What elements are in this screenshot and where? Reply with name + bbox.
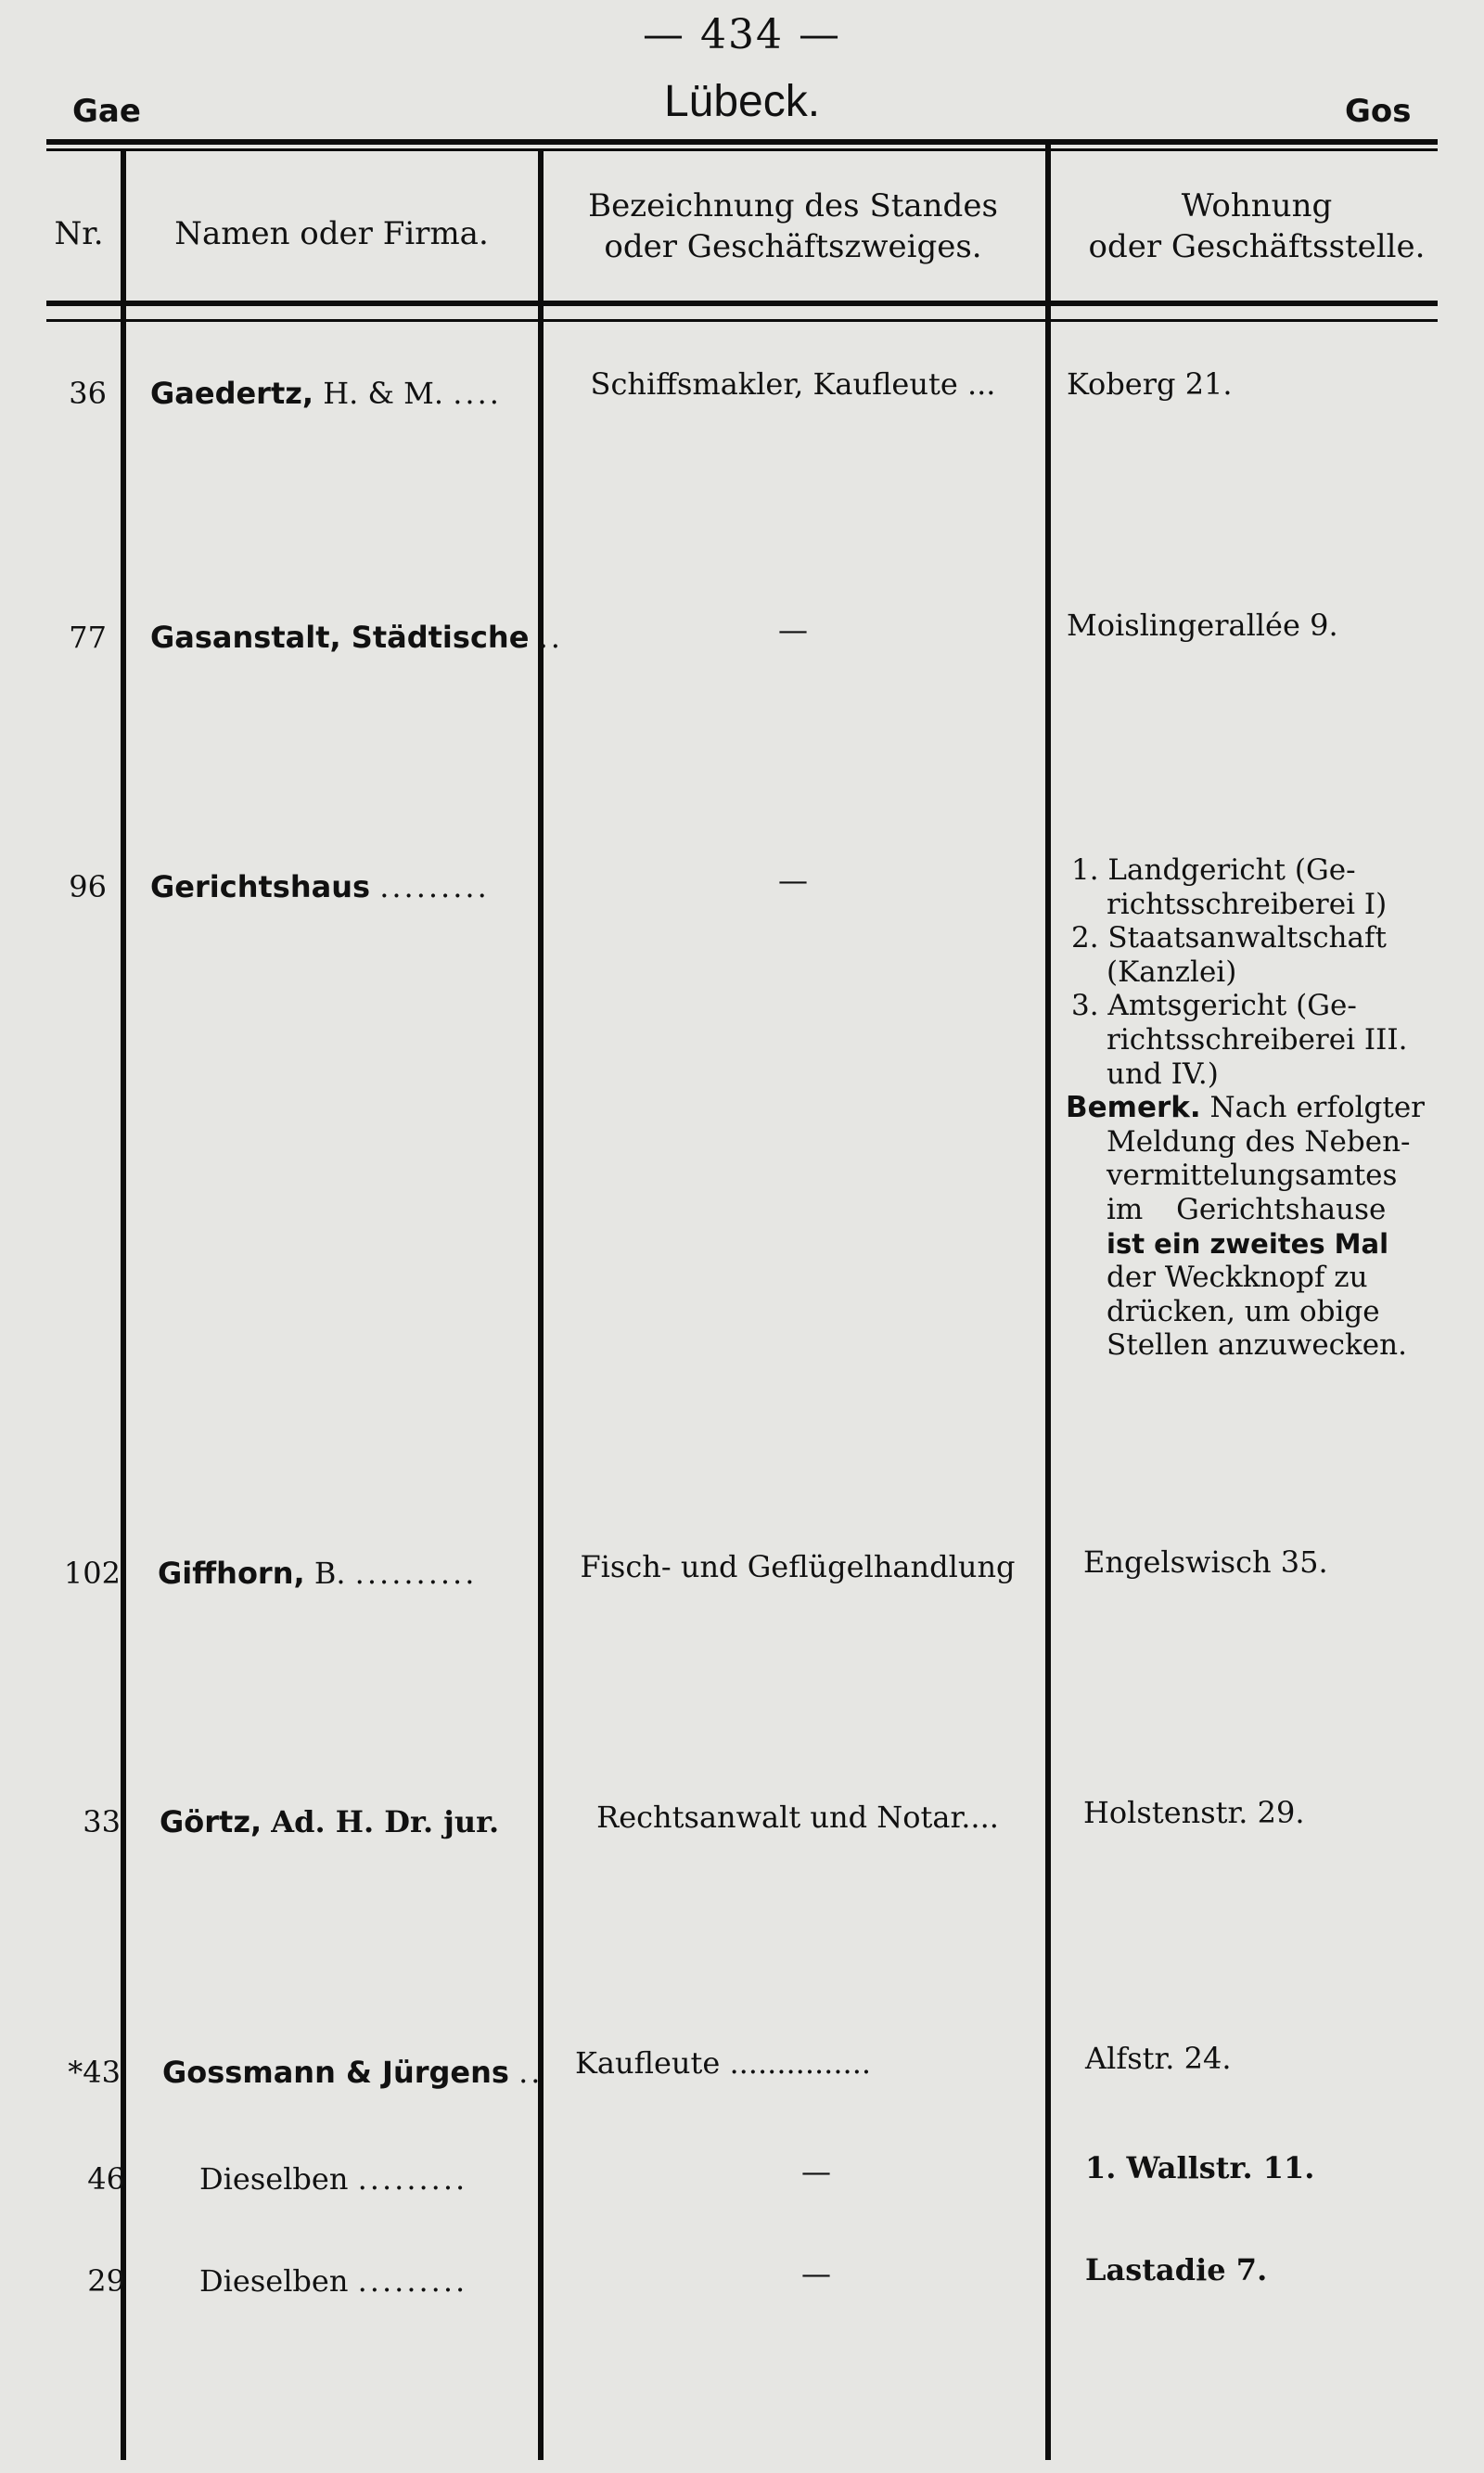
entry-name: Gerichtshaus ......... — [150, 869, 490, 904]
address-line: (Kanzlei) — [1107, 955, 1237, 989]
entry-name: Giffhorn, B. .......... — [158, 1556, 478, 1591]
entry-stand: — — [801, 2154, 831, 2189]
column-header-wohnung-1: Wohnung — [1181, 187, 1333, 224]
entry-number: 96 — [69, 869, 107, 904]
bemerk-line: im Gerichtshause — [1107, 1192, 1387, 1226]
entry-wohnung: 1. Wallstr. 11. — [1085, 2150, 1315, 2185]
column-header-stand-2: oder Geschäftszweiges. — [604, 228, 982, 265]
entry-name: Dieselben ......... — [199, 2263, 468, 2299]
entry-name: Gasanstalt, Städtische .. — [150, 620, 563, 655]
address-line: 1. Landgericht (Ge- — [1071, 853, 1356, 887]
entry-number: 46 — [87, 2161, 125, 2197]
catchword-right: Gos — [1345, 93, 1412, 130]
address-line: 2. Staatsanwaltschaft — [1071, 921, 1387, 955]
column-header-nr: Nr. — [54, 215, 104, 252]
gerichtshaus-address — [1066, 853, 1452, 1363]
bemerk-label: Bemerk. — [1066, 1091, 1201, 1125]
entry-stand: Schiffsmakler, Kaufleute ... — [590, 366, 996, 402]
column-header-stand-1: Bezeichnung des Standes — [588, 187, 998, 224]
catchword-left: Gae — [72, 93, 141, 130]
entry-stand: Fisch- und Geflügelhandlung — [580, 1549, 1016, 1584]
entry-stand: Rechtsanwalt und Notar.... — [596, 1800, 999, 1835]
header-bottom-rule — [46, 301, 1438, 306]
top-rule — [46, 139, 1438, 145]
entry-wohnung: Alfstr. 24. — [1085, 2041, 1232, 2076]
entry-name: Gaedertz, H. & M. .... — [150, 376, 502, 411]
bemerk-line: drücken, um obige — [1107, 1294, 1380, 1328]
bemerk-line: Meldung des Neben- — [1107, 1124, 1411, 1159]
page-number: — 434 — — [643, 11, 841, 58]
entry-wohnung: Engelswisch 35. — [1083, 1544, 1328, 1580]
bemerk-line: der Weckknopf zu — [1107, 1261, 1368, 1295]
column-divider-name — [538, 150, 544, 2460]
page-title: Lübeck. — [663, 77, 821, 126]
entry-number: 77 — [69, 620, 107, 655]
address-line: und IV.) — [1107, 1057, 1219, 1091]
entry-name: Dieselben ......... — [199, 2161, 468, 2197]
entry-number: 102 — [63, 1556, 121, 1591]
bemerk-line: Bemerk. Nach erfolgter — [1066, 1091, 1426, 1125]
entry-wohnung: Koberg 21. — [1067, 366, 1233, 402]
entry-stand: — — [778, 863, 808, 898]
top-rule-thin — [46, 148, 1438, 151]
entry-number: 36 — [69, 376, 107, 411]
column-divider-stand — [1045, 144, 1051, 2460]
entry-number: *43 — [68, 2055, 121, 2090]
address-line: richtsschreiberei I) — [1107, 887, 1388, 921]
entry-stand: Kaufleute ............... — [575, 2045, 872, 2081]
entry-wohnung: Lastadie 7. — [1085, 2252, 1268, 2287]
entry-wohnung: Moislingerallée 9. — [1067, 608, 1338, 643]
address-line: richtsschreiberei III. — [1107, 1022, 1408, 1057]
entry-name: Görtz, Ad. H. Dr. jur. — [160, 1804, 500, 1839]
column-divider-nr — [121, 150, 126, 2460]
entry-name: Gossmann & Jürgens .. — [162, 2055, 544, 2090]
header-bottom-rule-thin — [46, 319, 1438, 322]
bemerk-line: vermittelungsamtes — [1107, 1159, 1398, 1193]
bemerk-line: Stellen anzuwecken. — [1107, 1328, 1407, 1363]
entry-number: 29 — [87, 2263, 125, 2299]
entry-number: 33 — [83, 1804, 121, 1839]
entry-wohnung: Holstenstr. 29. — [1083, 1795, 1305, 1830]
address-line: 3. Amtsgericht (Ge- — [1071, 989, 1357, 1023]
column-header-wohnung-2: oder Geschäftsstelle. — [1088, 228, 1426, 265]
column-header-name: Namen oder Firma. — [174, 215, 489, 252]
bemerk-bold-line: ist ein zweites Mal — [1107, 1227, 1389, 1260]
entry-stand: — — [778, 612, 808, 647]
entry-stand: — — [801, 2256, 831, 2291]
